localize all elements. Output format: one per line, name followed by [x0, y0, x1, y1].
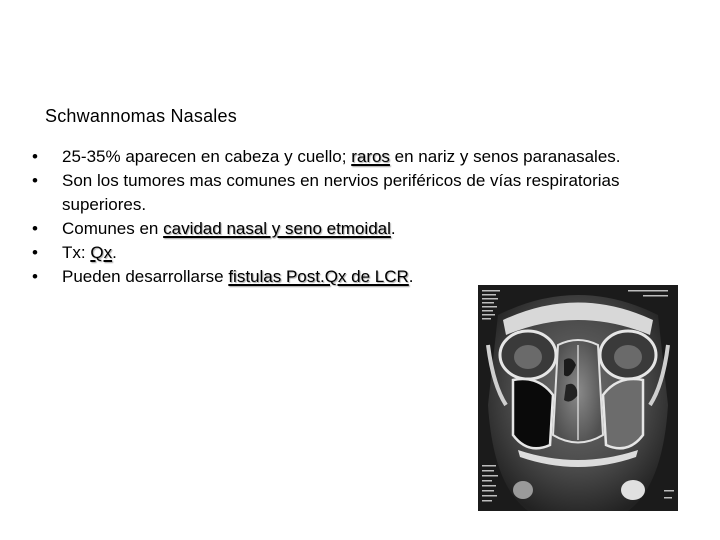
bullet-dot-icon: • — [32, 267, 38, 286]
bullet-item — [32, 217, 632, 241]
bullet-text: . — [112, 243, 117, 262]
bullet-text: Pueden desarrollarse — [62, 267, 229, 286]
bullet-text: en nariz y senos paranasales. — [389, 147, 621, 166]
bullet-list — [32, 145, 632, 289]
bullet-text: Comunes en — [62, 219, 164, 238]
bullet-text: Son los tumores mas comunes en nervios periféricos de vías respiratorias superiores. — [62, 171, 620, 214]
bullet-underlined-text: Qx — [90, 243, 113, 262]
bullet-item — [32, 145, 632, 169]
bullet-underlined-text: cavidad nasal y seno etmoidal — [163, 219, 391, 238]
bullet-item — [32, 241, 632, 265]
bullet-dot-icon: • — [32, 171, 38, 190]
bullet-dot-icon: • — [32, 147, 38, 166]
bullet-underlined-text: fistulas Post.Qx de LCR — [228, 267, 409, 286]
bullet-item — [32, 169, 632, 217]
bullet-dot-icon: • — [32, 219, 38, 238]
bullet-text: 25-35% aparecen en cabeza y cuello; — [62, 147, 352, 166]
ct-scan-image — [478, 285, 678, 511]
ct-scan-graphic — [478, 285, 678, 511]
bullet-dot-icon: • — [32, 243, 38, 262]
bullet-text: . — [390, 219, 396, 238]
bullet-text: Tx: — [62, 243, 91, 262]
bullet-text: . — [408, 267, 414, 286]
bullet-underlined-text: raros — [351, 147, 390, 166]
slide-title: Schwannomas Nasales — [45, 106, 237, 126]
